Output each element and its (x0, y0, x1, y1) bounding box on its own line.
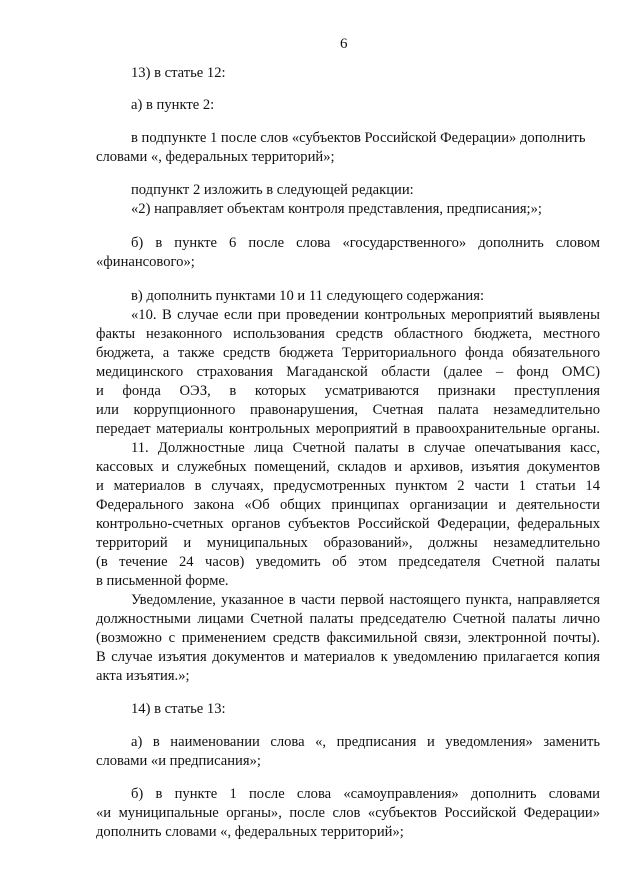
text-line: а) в наименовании слова «, предписания и уведомления» заменить (131, 734, 600, 750)
text-line: Федерального закона «Об общих принципах организации и деятельности (96, 497, 600, 513)
text-line: и материалов в случаях, предусмотренных пунктом 2 части 1 статьи 14 (96, 478, 600, 494)
text-line: 11. Должностные лица Счетной палаты в случае опечатывания касс, (131, 440, 600, 456)
text-line: словами «и предписания»; (96, 753, 261, 769)
text-line: в подпункте 1 после слов «субъектов Российской Федерации» дополнить (131, 130, 586, 146)
text-line: В случае изъятия документов и материалов к уведомлению прилагается копия (96, 649, 600, 665)
text-line: «и муниципальные органы», после слов «субъектов Российской Федерации» (96, 805, 600, 821)
text-line: а) в пункте 2: (131, 97, 215, 113)
text-line: территорий и муниципальных образований», должны незамедлительно (96, 535, 600, 551)
text-line: кассовых и служебных помещений, складов и архивов, изъятия документов (96, 459, 600, 475)
text-line: дополнить словами «, федеральных территорий»; (96, 824, 404, 840)
text-line: б) в пункте 1 после слова «самоуправления» дополнить словами (131, 786, 600, 802)
text-line: передает материалы контрольных мероприятий в правоохранительные органы. (96, 421, 600, 437)
page-number: 6 (340, 36, 348, 52)
text-line: 14) в статье 13: (131, 701, 226, 717)
text-line: (возможно с применением средств факсимильной связи, электронной почты). (96, 630, 600, 646)
text-line: (в течение 24 часов) уведомить об этом председателя Счетной палаты (96, 554, 600, 570)
text-line: подпункт 2 изложить в следующей редакции: (131, 182, 414, 198)
text-line: Уведомление, указанное в части первой настоящего пункта, направляется (131, 592, 600, 608)
text-line: «10. В случае если при проведении контрольных мероприятий выявлены (131, 307, 600, 323)
text-line: в) дополнить пунктами 10 и 11 следующего содержания: (131, 288, 485, 304)
text-line: медицинского страхования Магаданской области (далее – фонд ОМС) (96, 364, 600, 380)
text-line: бюджета, а также средств бюджета Территориального фонда обязательного (96, 345, 600, 361)
text-line: должностными лицами Счетной палаты председателю Счетной палаты лично (96, 611, 600, 627)
text-line: б) в пункте 6 после слова «государственного» дополнить словом (131, 235, 600, 251)
text-line: «финансового»; (96, 254, 195, 270)
text-line: факты незаконного использования средств областного бюджета, местного (96, 326, 600, 342)
text-line: 13) в статье 12: (131, 65, 226, 81)
text-line: или коррупционного правонарушения, Счетная палата незамедлительно (96, 402, 600, 418)
text-line: контрольно-счетных органов субъектов Российской Федерации, федеральных (96, 516, 600, 532)
text-line: в письменной форме. (96, 573, 229, 589)
text-line: и фонда ОЭЗ, в которых усматриваются признаки преступления (96, 383, 600, 399)
text-line: «2) направляет объектам контроля представления, предписания;»; (131, 201, 542, 217)
text-line: акта изъятия.»; (96, 668, 190, 684)
text-line: словами «, федеральных территорий»; (96, 149, 335, 165)
